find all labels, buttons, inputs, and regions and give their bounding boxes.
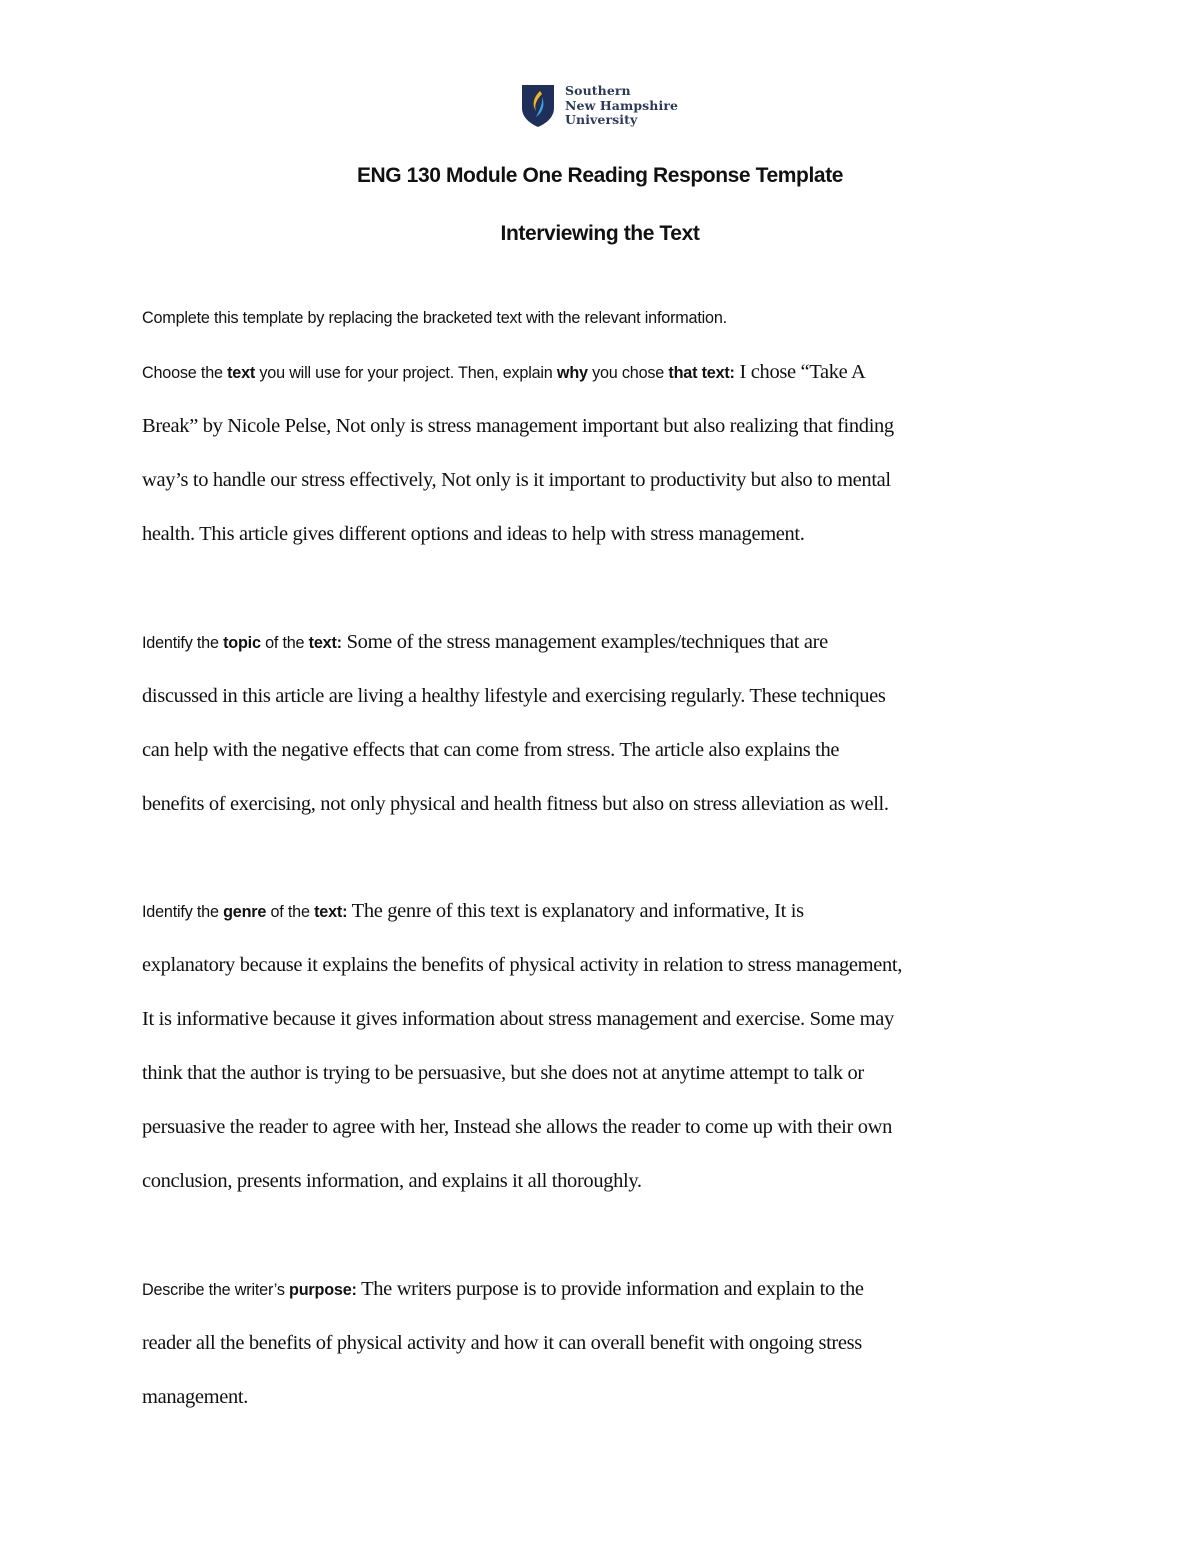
prompt-text: Choose the [142,364,228,382]
section-purpose [142,1262,1062,1424]
university-logo [521,84,678,128]
document-title: ENG 130 Module One Reading Response Template [356,164,844,187]
prompt-bold: text [227,364,256,382]
prompt-label [142,903,347,921]
prompt-text: Describe the writer’s [142,1281,290,1299]
prompt-bold: topic [223,634,261,652]
response-line: benefits of exercising, not only physical and health fitness but also on stress alleviation as well. [142,793,889,815]
prompt-bold: genre [223,903,267,921]
instructions: Complete this template by replacing the bracketed text with the relevant information. [142,309,727,327]
logo-line: New Hampshire [565,97,679,113]
prompt-bold: purpose: [289,1281,357,1299]
section-text-choice [142,345,1062,561]
prompt-text: you will use for your project. Then, explain [255,364,557,382]
response-line: discussed in this article are living a healthy lifestyle and exercising regularly. These techniques [142,685,886,707]
response-line: can help with the negative effects that can come from stress. The article also explains the [142,739,840,761]
prompt-bold: text: [308,634,342,652]
response-text: I chose “Take A [734,361,866,383]
prompt-bold: that text: [668,364,735,382]
response-line: Break” by Nicole Pelse, Not only is stress management important but also realizing that finding [142,415,894,437]
text-line [142,1262,1062,1316]
prompt-text: Identify the [142,903,224,921]
prompt-label [142,634,342,652]
response-line: explanatory because it explains the benefits of physical activity in relation to stress management, [142,954,903,976]
text-line [142,615,1062,669]
response-text: The writers purpose is to provide information and explain to the [356,1278,864,1300]
text-line [142,345,1062,399]
prompt-label [142,1281,357,1299]
prompt-text: Identify the [142,634,224,652]
response-line: reader all the benefits of physical activity and how it can overall benefit with ongoing stress [142,1332,862,1354]
text-line [142,884,1062,938]
response-line: conclusion, presents information, and explains it all thoroughly. [142,1170,642,1192]
prompt-text: you chose [587,364,669,382]
response-line: It is informative because it gives information about stress management and exercise. Some may [142,1008,894,1030]
response-line: think that the author is trying to be persuasive, but she does not at anytime attempt to talk or [142,1062,864,1084]
response-text: The genre of this text is explanatory and informative, It is [347,900,804,922]
section-topic [142,615,1062,831]
section-genre [142,884,1062,1208]
response-line: health. This article gives different options and ideas to help with stress management. [142,523,805,545]
shield-flame-icon [521,84,555,128]
response-line: way’s to handle our stress effectively, Not only is it important to productivity but also to mental [142,469,891,491]
logo-line: University [565,112,638,128]
university-name [565,84,678,128]
prompt-bold: why [556,364,588,382]
document-subtitle: Interviewing the Text [500,222,700,245]
prompt-text: of the [260,634,309,652]
prompt-text: of the [266,903,315,921]
response-line: persuasive the reader to agree with her, Instead she allows the reader to come up with their own [142,1116,892,1138]
logo-line: Southern [565,83,631,99]
response-line: management. [142,1386,249,1408]
prompt-label [142,364,735,382]
response-text: Some of the stress management examples/techniques that are [341,631,828,653]
prompt-bold: text: [314,903,348,921]
